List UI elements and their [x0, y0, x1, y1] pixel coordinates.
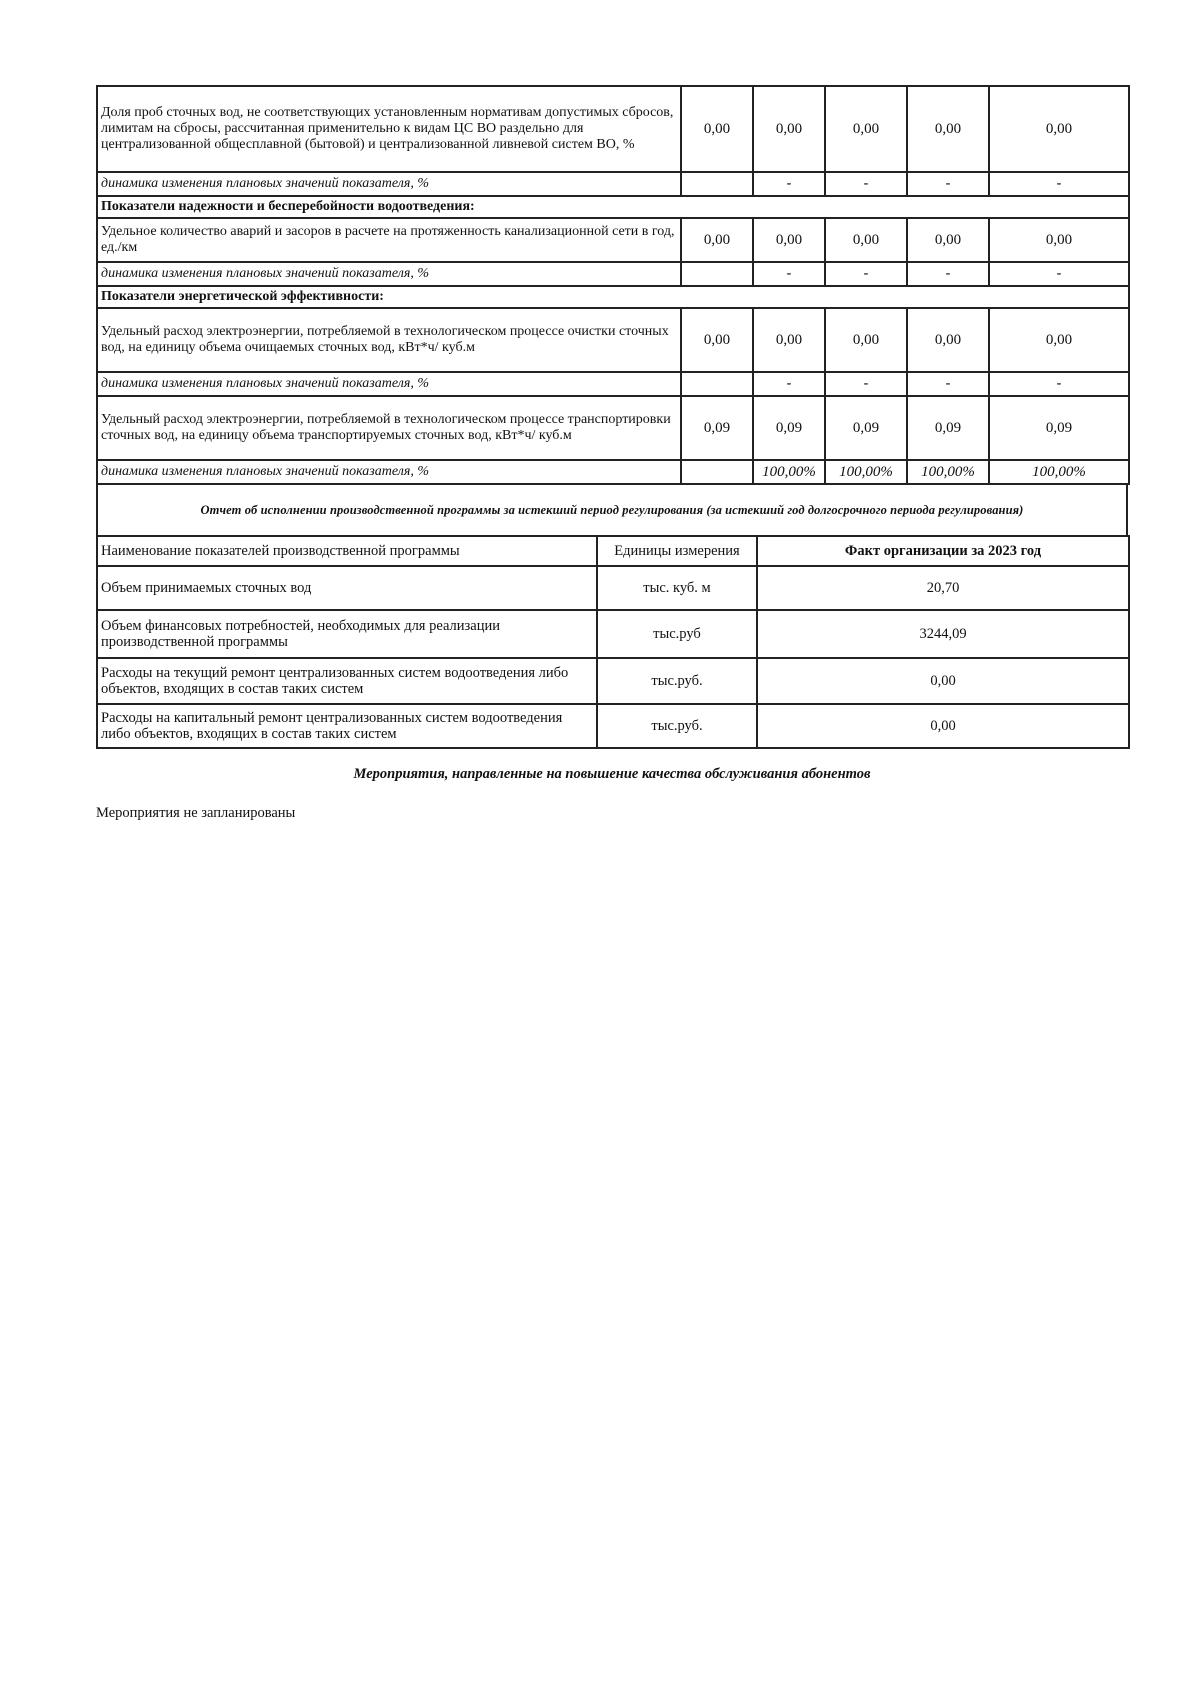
indicator-value: 0,09 — [907, 396, 989, 460]
indicator-label: Удельный расход электроэнергии, потребляемой в технологическом процессе очистки сточных вод, на единицу объема очищаемых сточных вод, кВт*ч/ куб.м — [97, 308, 681, 372]
production-header-row — [97, 536, 1129, 566]
production-row — [97, 610, 1129, 658]
indicator-value: 0,00 — [825, 308, 907, 372]
indicators-table — [96, 85, 1130, 485]
dynamics-value — [681, 262, 753, 286]
indicator-value: 0,00 — [681, 86, 753, 172]
production-program-table — [96, 535, 1130, 749]
measures-text: Мероприятия не запланированы — [96, 805, 296, 821]
production-name: Расходы на капитальный ремонт централизованных систем водоотведения либо объектов, входящих в состав таких систем — [97, 704, 597, 748]
dynamics-value — [681, 372, 753, 396]
indicator-value: 0,09 — [681, 396, 753, 460]
dynamics-row — [97, 460, 1129, 484]
dynamics-value: - — [753, 262, 825, 286]
production-value: 0,00 — [757, 658, 1129, 704]
dynamics-label: динамика изменения плановых значений показателя, % — [97, 172, 681, 196]
indicator-value: 0,00 — [825, 86, 907, 172]
indicator-value: 0,00 — [753, 86, 825, 172]
dynamics-value: - — [907, 262, 989, 286]
production-unit: тыс.руб. — [597, 704, 757, 748]
indicator-label: Удельный расход электроэнергии, потребляемой в технологическом процессе транспортировки сточных вод, на единицу объема транспортируемых сточных вод, кВт*ч/ куб.м — [97, 396, 681, 460]
indicator-value: 0,09 — [825, 396, 907, 460]
production-unit: тыс.руб. — [597, 658, 757, 704]
section-row — [97, 196, 1129, 218]
indicator-value: 0,00 — [989, 86, 1129, 172]
indicator-label: Удельное количество аварий и засоров в расчете на протяженность канализационной сети в год, ед./км — [97, 218, 681, 262]
measures-title: Мероприятия, направленные на повышение качества обслуживания абонентов — [353, 766, 871, 782]
report-title: Отчет об исполнении производственной программы за истекший период регулирования (за истекший год долгосрочного периода регулирования) — [96, 485, 1128, 535]
dynamics-value — [681, 460, 753, 484]
dynamics-label: динамика изменения плановых значений показателя, % — [97, 262, 681, 286]
dynamics-value: - — [753, 372, 825, 396]
dynamics-value: - — [825, 372, 907, 396]
dynamics-value: - — [825, 172, 907, 196]
document-page — [96, 85, 1128, 822]
production-name: Расходы на текущий ремонт централизованных систем водоотведения либо объектов, входящих в состав таких систем — [97, 658, 597, 704]
dynamics-value: - — [907, 372, 989, 396]
dynamics-value — [681, 172, 753, 196]
dynamics-value: - — [989, 262, 1129, 286]
indicator-value: 0,00 — [753, 308, 825, 372]
section-title: Показатели надежности и бесперебойности водоотведения: — [97, 196, 1129, 218]
indicator-value: 0,00 — [989, 308, 1129, 372]
production-row — [97, 566, 1129, 610]
header-name: Наименование показателей производственной программы — [97, 536, 597, 566]
dynamics-value: - — [825, 262, 907, 286]
indicator-value: 0,00 — [753, 218, 825, 262]
production-value: 0,00 — [757, 704, 1129, 748]
dynamics-value: 100,00% — [907, 460, 989, 484]
dynamics-value: - — [753, 172, 825, 196]
dynamics-value: 100,00% — [989, 460, 1129, 484]
indicator-value: 0,00 — [681, 308, 753, 372]
indicator-row — [97, 396, 1129, 460]
indicator-value: 0,00 — [989, 218, 1129, 262]
production-row — [97, 658, 1129, 704]
dynamics-value: - — [907, 172, 989, 196]
dynamics-row — [97, 372, 1129, 396]
indicator-value: 0,00 — [681, 218, 753, 262]
dynamics-row — [97, 262, 1129, 286]
indicator-row — [97, 218, 1129, 262]
indicator-label: Доля проб сточных вод, не соответствующих установленным нормативам допустимых сбросов, лимитам на сбросы, рассчитанная применительно к видам ЦС ВО раздельно для централизованной общесплавной (бытовой) и централизованной ливневой систем ВО, % — [97, 86, 681, 172]
indicator-value: 0,00 — [907, 308, 989, 372]
production-row — [97, 704, 1129, 748]
indicator-row — [97, 308, 1129, 372]
indicator-value: 0,09 — [989, 396, 1129, 460]
indicator-row — [97, 86, 1129, 172]
indicator-value: 0,09 — [753, 396, 825, 460]
dynamics-value: - — [989, 172, 1129, 196]
section-row — [97, 286, 1129, 308]
production-value: 20,70 — [757, 566, 1129, 610]
production-name: Объем финансовых потребностей, необходимых для реализации производственной программы — [97, 610, 597, 658]
dynamics-value: 100,00% — [753, 460, 825, 484]
section-title: Показатели энергетической эффективности: — [97, 286, 1129, 308]
production-value: 3244,09 — [757, 610, 1129, 658]
production-name: Объем принимаемых сточных вод — [97, 566, 597, 610]
dynamics-value: - — [989, 372, 1129, 396]
indicator-value: 0,00 — [907, 86, 989, 172]
production-unit: тыс.руб — [597, 610, 757, 658]
indicator-value: 0,00 — [825, 218, 907, 262]
header-unit: Единицы измерения — [597, 536, 757, 566]
dynamics-value: 100,00% — [825, 460, 907, 484]
dynamics-row — [97, 172, 1129, 196]
production-unit: тыс. куб. м — [597, 566, 757, 610]
indicator-value: 0,00 — [907, 218, 989, 262]
dynamics-label: динамика изменения плановых значений показателя, % — [97, 460, 681, 484]
header-fact: Факт организации за 2023 год — [757, 536, 1129, 566]
dynamics-label: динамика изменения плановых значений показателя, % — [97, 372, 681, 396]
